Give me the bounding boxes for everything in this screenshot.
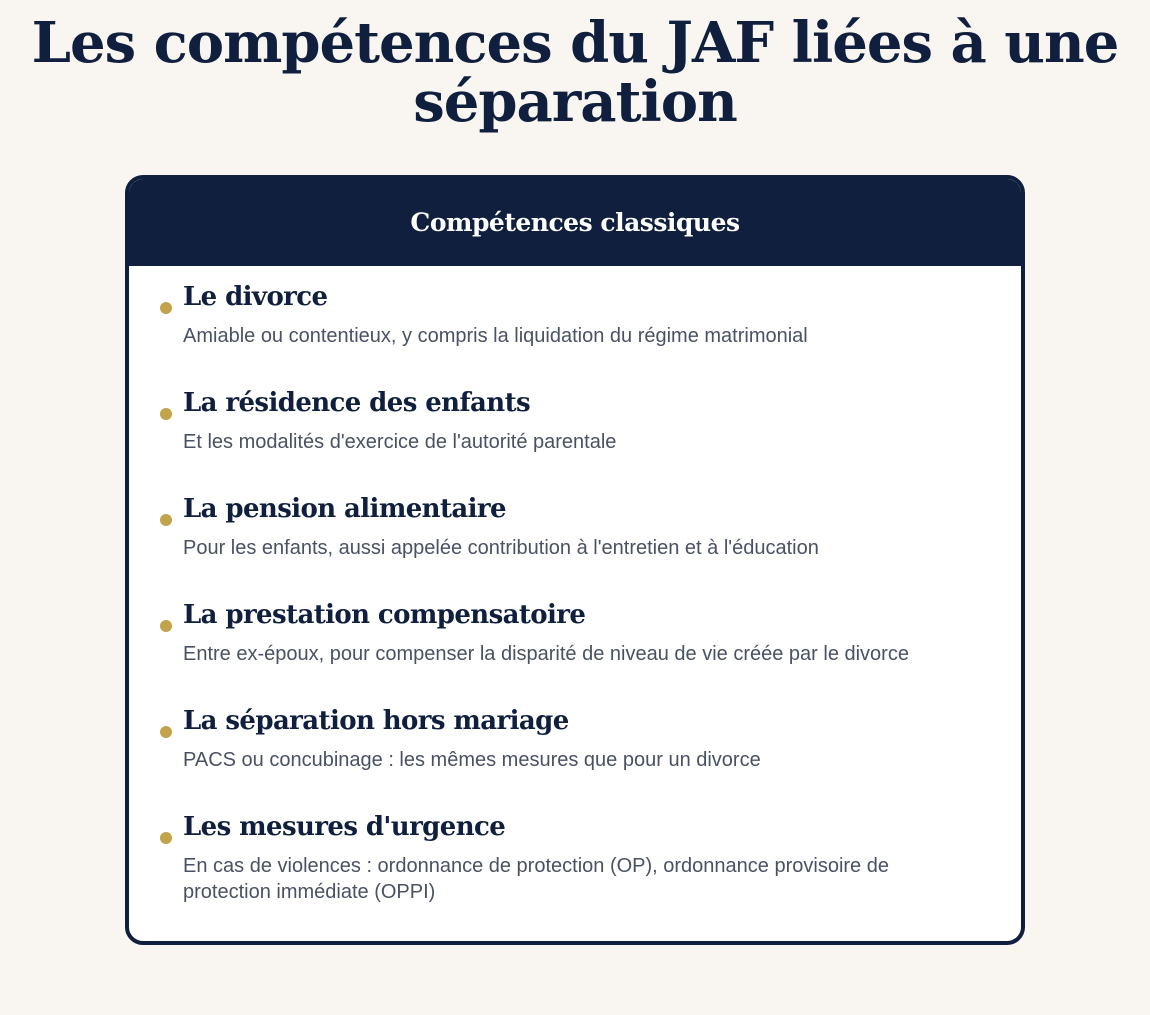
bullet-icon	[160, 620, 172, 632]
item-title: Les mesures d'urgence	[183, 812, 506, 842]
item-title: La prestation compensatoire	[183, 600, 586, 630]
bullet-icon	[160, 726, 172, 738]
page-title: Les compétences du JAF liées à une séparation	[31, 10, 1119, 135]
item-description: Entre ex-époux, pour compenser la disparité de niveau de vie créée par le divorce	[183, 643, 909, 665]
item-description: PACS ou concubinage : les mêmes mesures que pour un divorce	[183, 749, 761, 771]
item-title: La pension alimentaire	[183, 494, 506, 524]
item-title: La séparation hors mariage	[183, 706, 569, 736]
item-title: Le divorce	[183, 282, 328, 312]
item-title: La résidence des enfants	[183, 388, 531, 418]
item-description: Pour les enfants, aussi appelée contribution à l'entretien et à l'éducation	[183, 537, 819, 559]
bullet-icon	[160, 832, 172, 844]
item-description: Et les modalités d'exercice de l'autorité parentale	[183, 431, 617, 453]
bullet-icon	[160, 302, 172, 314]
bullet-icon	[160, 408, 172, 420]
card-header	[129, 179, 1021, 266]
bullet-icon	[160, 514, 172, 526]
item-description: Amiable ou contentieux, y compris la liquidation du régime matrimonial	[183, 325, 808, 347]
card-title: Compétences classiques	[410, 208, 740, 237]
item-description: En cas de violences : ordonnance de protection (OP), ordonnance provisoire de protection immédiate (OPPI)	[183, 855, 889, 903]
competences-card	[125, 175, 1025, 945]
